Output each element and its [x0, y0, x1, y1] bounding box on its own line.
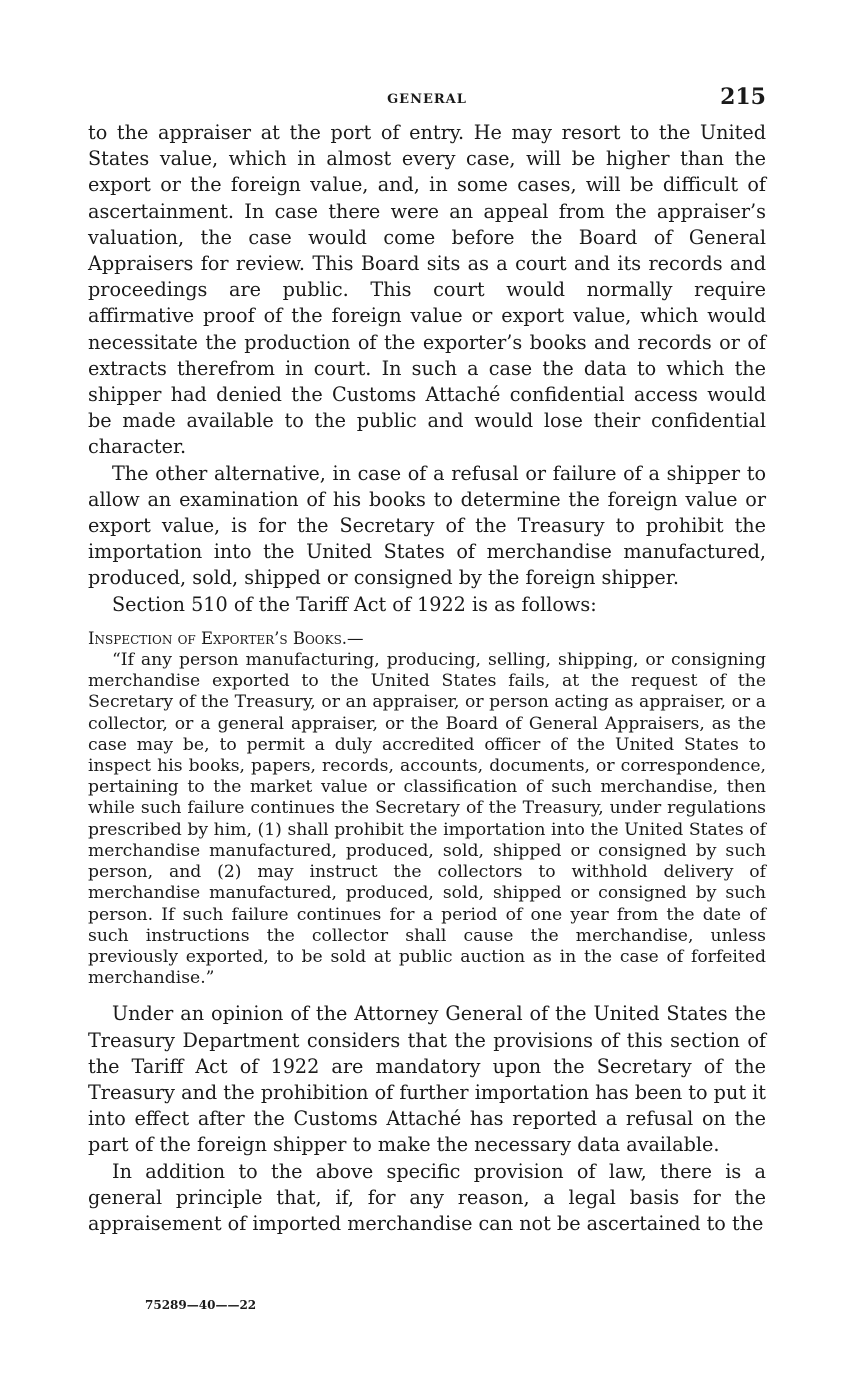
page-content — [88, 86, 766, 1237]
paragraph-continuation: to the appraiser at the port of entry. He may resort to the United States value, which in almost every case, will be higher than the export or the foreign value, and, in some cases, will be difficult of ascertainment. In case there were an appeal from the appraiser’s valuation, the case would come before the Board of General Appraisers for review. This Board sits as a court and its records and proceedings are public. This court would normally require affirmative proof of the foreign value or export value, which would necessitate the production of the exporter’s books and records or of extracts therefrom in court. In such a case the data to which the shipper had denied the Customs Attaché confidential access would be made available to the public and would lose their confidential character. — [88, 121, 766, 459]
paragraph-attorney-general: Under an opinion of the Attorney General of the United States the Treasury Department considers that the provisions of this section of the Tariff Act of 1922 are mandatory upon the Secretary of the Treasury and the prohibition of further importation has been to put it into effect after the Customs Attaché has reported a refusal on the part of the foreign shipper to make the necessary data available. — [88, 1002, 766, 1157]
quote-heading: Inspection of Exporter’s Books.— — [88, 628, 364, 648]
quote-text: “If any person manufacturing, producing, selling, shipping, or consigning merchandise exported to the United States fails, at the request of the Secretary of the Treasury, or an appraiser, or person acting as appraiser, or a collector, or a general appraiser, or the Board of General Appraisers, as the case may be, to permit a duly accredited officer of the United States to inspect his books, papers, records, accounts, documents, or correspondence, pertaining to the market value or classification of such merchandise, then while such failure continues the Secretary of the Treasury, under regulations prescribed by him, (1) shall prohibit the importation into the United States of merchandise manufactured, produced, sold, shipped or consigned by such person, and (2) may instruct the collectors to withhold delivery of merchandise manufactured, produced, sold, shipped or consigned by such person. If such failure continues for a period of one year from the date of such instructions the collector shall cause the merchandise, unless previously exported, to be sold at public auction as in the case of forfeited merchandise.” — [88, 650, 766, 989]
paragraph-alternative: The other alternative, in case of a refusal or failure of a shipper to allow an examination of his books to determine the foreign value or export value, is for the Secretary of the Treasury to prohibit the importation into the United States of merchandise manufactured, produced, sold, shipped or consigned by the foreign shipper. — [88, 461, 766, 590]
paragraph-section-intro: Section 510 of the Tariff Act of 1922 is as follows: — [112, 592, 597, 616]
running-head — [88, 86, 766, 120]
printer-signature: 75289—40——22 — [145, 1298, 257, 1312]
statute-quote — [88, 628, 766, 989]
running-head-title: GENERAL — [387, 92, 467, 107]
page-number: 215 — [720, 84, 766, 110]
paragraph-general-principle: In addition to the above specific provision of law, there is a general principle that, if, for any reason, a legal basis for the appraisement of imported merchandise can not be ascertained to the — [88, 1159, 766, 1235]
